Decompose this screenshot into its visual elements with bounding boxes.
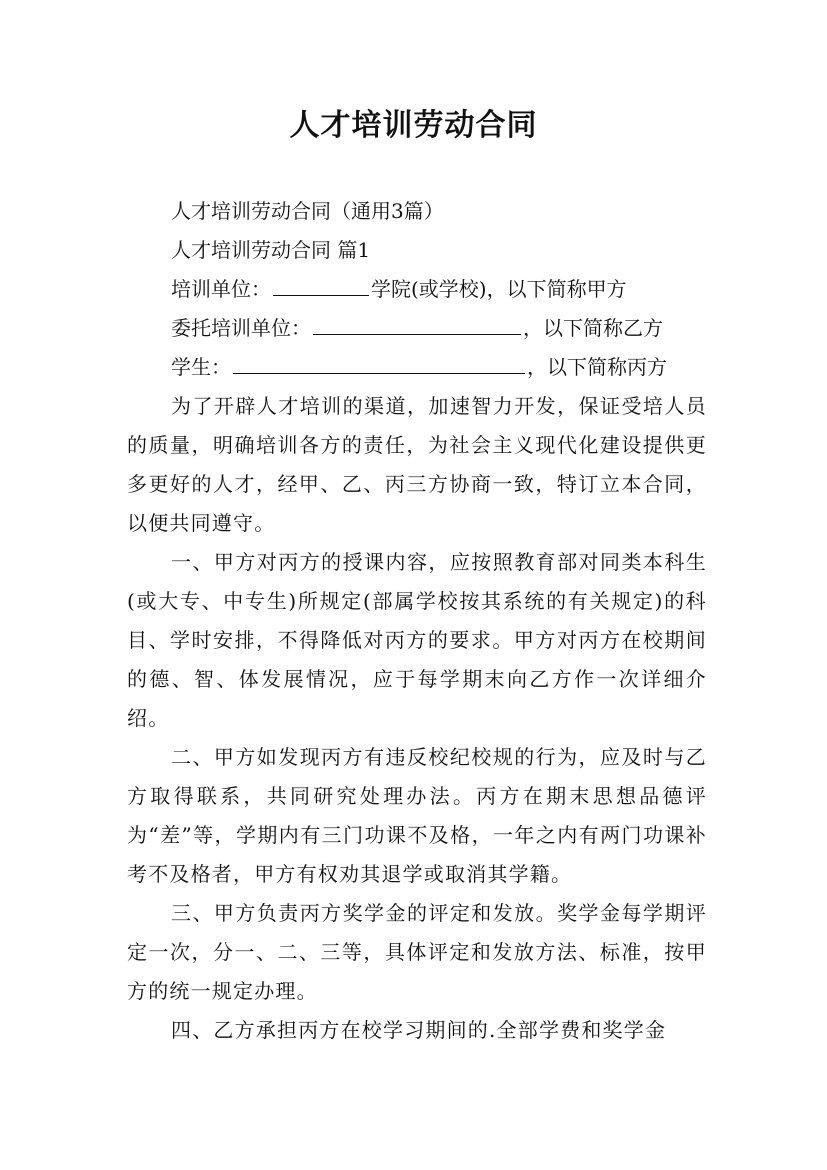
party-a-line: [127, 270, 707, 309]
party-b-label: 委托培训单位：: [171, 316, 311, 340]
paragraph-preamble: 为了开辟人才培训的渠道，加速智力开发，保证受培人员的质量，明确培训各方的责任，为社会主义现代化建设提供更多更好的人才，经甲、乙、丙三方协商一致，特订立本合同，以便共同遵守。: [127, 394, 707, 535]
document-subtitle: 人才培训劳动合同（通用3篇）: [171, 199, 444, 223]
party-c-suffix: ，以下简称丙方: [527, 355, 667, 379]
section-heading: 人才培训劳动合同 篇1: [171, 238, 371, 262]
party-b-suffix: ，以下简称乙方: [523, 316, 663, 340]
party-c-label: 学生：: [171, 355, 231, 379]
paragraph-clause-4: 四、乙方承担丙方在校学习期间的.全部学费和奖学金: [171, 1018, 667, 1042]
party-b-blank: [313, 312, 521, 335]
party-a-suffix: 学院(或学校)，以下简称甲方: [371, 277, 627, 301]
party-c-blank: [233, 351, 525, 374]
party-a-label: 培训单位：: [171, 277, 271, 301]
paragraph-clause-1: 一、甲方对丙方的授课内容，应按照教育部对同类本科生(或大专、中专生)所规定(部属学校按其系统的有关规定)的科目、学时安排，不得降低对丙方的要求。甲方对丙方在校期间的德、智、体发展情况，应于每学期末向乙方作一次详细介绍。: [127, 550, 707, 730]
paragraph-clause-2: 二、甲方如发现丙方有违反校纪校规的行为，应及时与乙方取得联系，共同研究处理办法。丙方在期末思想品德评为“差”等，学期内有三门功课不及格，一年之内有两门功课补考不及格者，甲方有权劝其退学或取消其学籍。: [127, 745, 707, 886]
document-title: 人才培训劳动合同: [289, 108, 538, 143]
paragraph-clause-3: 三、甲方负责丙方奖学金的评定和发放。奖学金每学期评定一次，分一、二、三等，具体评定和发放方法、标准，按甲方的统一规定办理。: [127, 901, 707, 1003]
party-c-line: [127, 348, 707, 387]
document-body: [127, 192, 707, 1050]
party-b-line: [127, 309, 707, 348]
party-a-blank: [273, 273, 369, 296]
